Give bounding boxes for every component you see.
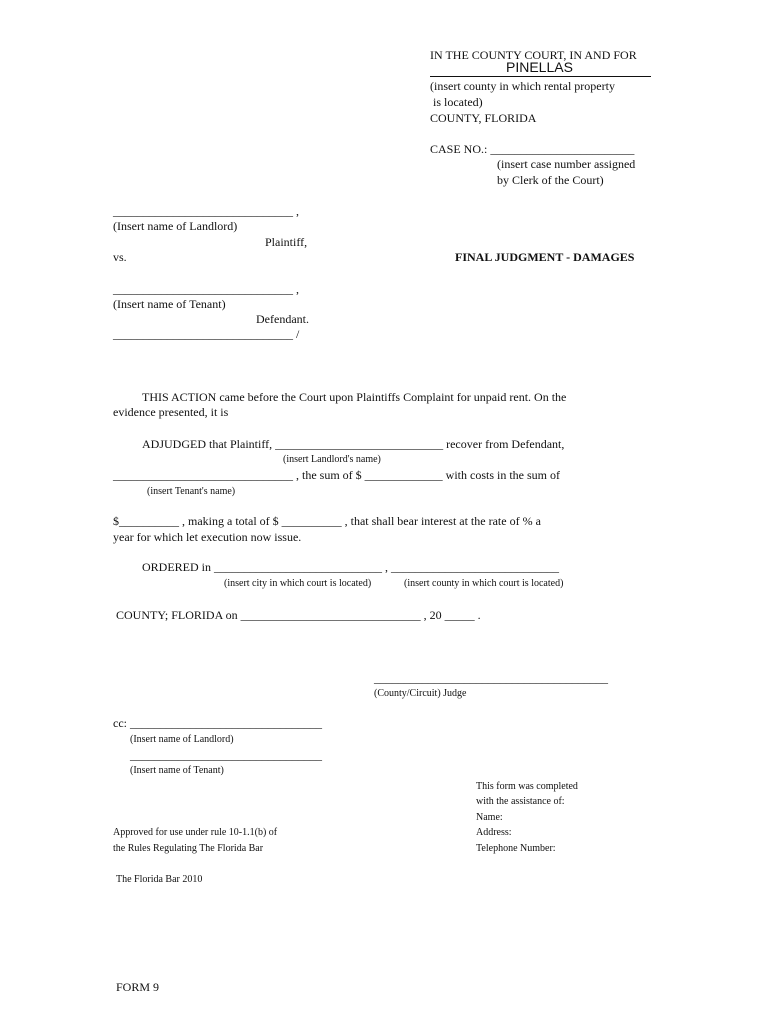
court-heading: IN THE COUNTY COURT, IN AND FOR: [430, 48, 637, 62]
cc-landlord-line[interactable]: cc: ________________________________: [113, 716, 322, 730]
county-hint-line-2: is located): [433, 95, 483, 109]
total-line[interactable]: $__________ , making a total of $ __________ , that shall bear interest at the rate of % a: [113, 514, 541, 528]
landlord-name-field[interactable]: ______________________________ ,: [113, 204, 299, 218]
assistance-phone-label: Telephone Number:: [476, 843, 556, 854]
court-county-hint: (insert county in which court is located): [404, 578, 564, 589]
cc-tenant-line[interactable]: ________________________________: [130, 748, 322, 762]
assistance-line-2: with the assistance of:: [476, 796, 565, 807]
defendant-label: Defendant.: [256, 312, 309, 326]
county-state-label: COUNTY, FLORIDA: [430, 111, 537, 125]
tenant-name-hint: (Insert name of Tenant): [113, 297, 226, 311]
document-title: FINAL JUDGMENT - DAMAGES: [455, 250, 635, 264]
action-paragraph-line-1: THIS ACTION came before the Court upon Plaintiffs Complaint for unpaid rent. On the: [142, 390, 567, 404]
case-number-hint-2: by Clerk of the Court): [497, 173, 604, 187]
total-line-2: year for which let execution now issue.: [113, 530, 302, 544]
county-date-line[interactable]: COUNTY; FLORIDA on ______________________________ , 20 _____ .: [116, 608, 481, 622]
county-hint-line-1: (insert county in which rental property: [430, 79, 615, 93]
assistance-name-label: Name:: [476, 812, 503, 823]
versus-label: vs.: [113, 250, 127, 264]
cc-landlord-hint: (Insert name of Landlord): [130, 734, 234, 745]
ordered-line[interactable]: ORDERED in ____________________________ , ____________________________: [142, 560, 559, 574]
cc-tenant-hint: (Insert name of Tenant): [130, 765, 224, 776]
plaintiff-label: Plaintiff,: [265, 235, 308, 249]
sum-line[interactable]: ______________________________ , the sum of $ _____________ with costs in the sum of: [113, 468, 560, 482]
assistance-line-1: This form was completed: [476, 781, 578, 792]
landlord-name-hint: (Insert name of Landlord): [113, 219, 238, 233]
case-number-field[interactable]: CASE NO.: ________________________: [430, 142, 635, 156]
caption-close-line: ______________________________ /: [113, 327, 300, 341]
city-hint: (insert city in which court is located): [224, 578, 372, 589]
assistance-address-label: Address:: [476, 827, 512, 838]
landlord-name-hint-small: (insert Landlord's name): [283, 454, 381, 465]
form-number: FORM 9: [116, 980, 160, 994]
county-value: PINELLAS: [506, 59, 573, 75]
judge-signature-line[interactable]: _______________________________________: [374, 671, 608, 685]
approved-line-2: the Rules Regulating The Florida Bar: [113, 843, 264, 854]
case-number-hint-1: (insert case number assigned: [497, 157, 636, 171]
tenant-name-field[interactable]: ______________________________ ,: [113, 282, 299, 296]
action-paragraph-line-2: evidence presented, it is: [113, 405, 229, 419]
county-field[interactable]: [430, 61, 651, 77]
copyright-notice: The Florida Bar 2010: [116, 874, 203, 885]
tenant-name-hint-small: (insert Tenant's name): [147, 486, 236, 497]
adjudged-line[interactable]: ADJUDGED that Plaintiff, ____________________________ recover from Defendant,: [142, 437, 565, 451]
judge-label: (County/Circuit) Judge: [374, 688, 467, 699]
approved-line-1: Approved for use under rule 10-1.1(b) of: [113, 827, 278, 838]
